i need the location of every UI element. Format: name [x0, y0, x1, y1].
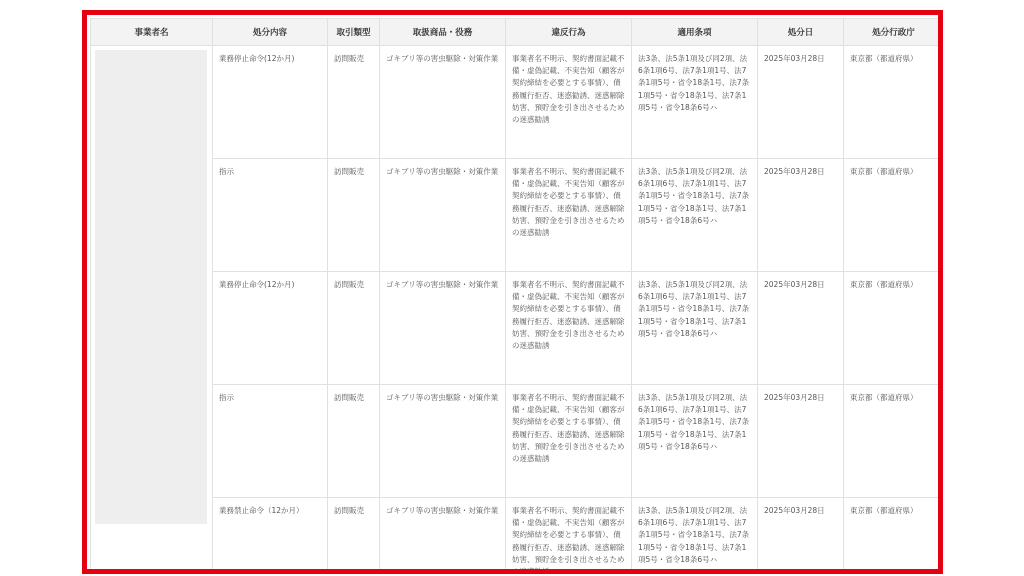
authority-cell: 東京都（都道府県）	[844, 159, 944, 272]
table-row	[91, 46, 944, 159]
header-disposition: 処分内容	[213, 19, 328, 46]
articles-cell: 法3条、法5条1項及び同2項、法6条1項6号、法7条1項1号、法7条1項5号・省令18条1号、法7条1項5号・省令18条1号、法7条1項5号・省令18条6号ハ	[632, 498, 758, 575]
authority-cell: 東京都（都道府県）	[844, 498, 944, 575]
date-cell: 2025年03月28日	[758, 498, 844, 575]
header-violation: 違反行為	[506, 19, 632, 46]
violation-cell: 事業者名不明示、契約書面記載不備・虚偽記載、不実告知（顧客が契約締結を必要とする事情）、債務履行拒否、迷惑勧誘、迷惑解除妨害、預貯金を引き出させるための迷惑勧誘	[506, 46, 632, 159]
header-authority: 処分行政庁	[844, 19, 944, 46]
disposition-cell: 業務停止命令(12か月)	[213, 272, 328, 385]
disposition-cell: 業務禁止命令（12か月）	[213, 498, 328, 575]
transaction-type-cell: 訪問販売	[328, 498, 380, 575]
date-cell: 2025年03月28日	[758, 159, 844, 272]
table-row	[91, 159, 944, 272]
product-cell: ゴキブリ等の害虫駆除・対策作業	[380, 385, 506, 498]
transaction-type-cell: 訪問販売	[328, 272, 380, 385]
disposition-table	[90, 18, 943, 574]
header-row	[91, 19, 944, 46]
violation-cell: 事業者名不明示、契約書面記載不備・虚偽記載、不実告知（顧客が契約締結を必要とする事情）、債務履行拒否、迷惑勧誘、迷惑解除妨害、預貯金を引き出させるための迷惑勧誘	[506, 385, 632, 498]
table-row	[91, 498, 944, 575]
header-product: 取扱商品・役務	[380, 19, 506, 46]
disposition-cell: 指示	[213, 159, 328, 272]
highlight-frame	[82, 10, 943, 574]
header-transaction-type: 取引類型	[328, 19, 380, 46]
violation-cell: 事業者名不明示、契約書面記載不備・虚偽記載、不実告知（顧客が契約締結を必要とする事情）、債務履行拒否、迷惑勧誘、迷惑解除妨害、預貯金を引き出させるための迷惑勧誘	[506, 498, 632, 575]
date-cell: 2025年03月28日	[758, 272, 844, 385]
table-row	[91, 272, 944, 385]
articles-cell: 法3条、法5条1項及び同2項、法6条1項6号、法7条1項1号、法7条1項5号・省令18条1号、法7条1項5号・省令18条1号、法7条1項5号・省令18条6号ハ	[632, 159, 758, 272]
header-date: 処分日	[758, 19, 844, 46]
transaction-type-cell: 訪問販売	[328, 46, 380, 159]
transaction-type-cell: 訪問販売	[328, 159, 380, 272]
header-articles: 適用条項	[632, 19, 758, 46]
transaction-type-cell: 訪問販売	[328, 385, 380, 498]
articles-cell: 法3条、法5条1項及び同2項、法6条1項6号、法7条1項1号、法7条1項5号・省令18条1号、法7条1項5号・省令18条1号、法7条1項5号・省令18条6号ハ	[632, 385, 758, 498]
disposition-cell: 指示	[213, 385, 328, 498]
product-cell: ゴキブリ等の害虫駆除・対策作業	[380, 272, 506, 385]
product-cell: ゴキブリ等の害虫駆除・対策作業	[380, 46, 506, 159]
violation-cell: 事業者名不明示、契約書面記載不備・虚偽記載、不実告知（顧客が契約締結を必要とする事情）、債務履行拒否、迷惑勧誘、迷惑解除妨害、預貯金を引き出させるための迷惑勧誘	[506, 272, 632, 385]
date-cell: 2025年03月28日	[758, 385, 844, 498]
authority-cell: 東京都（都道府県）	[844, 46, 944, 159]
disposition-cell: 業務停止命令(12か月)	[213, 46, 328, 159]
table-row	[91, 385, 944, 498]
violation-cell: 事業者名不明示、契約書面記載不備・虚偽記載、不実告知（顧客が契約締結を必要とする事情）、債務履行拒否、迷惑勧誘、迷惑解除妨害、預貯金を引き出させるための迷惑勧誘	[506, 159, 632, 272]
date-cell: 2025年03月28日	[758, 46, 844, 159]
articles-cell: 法3条、法5条1項及び同2項、法6条1項6号、法7条1項1号、法7条1項5号・省令18条1号、法7条1項5号・省令18条1号、法7条1項5号・省令18条6号ハ	[632, 272, 758, 385]
redacted-company-name	[95, 50, 207, 524]
header-company: 事業者名	[91, 19, 213, 46]
product-cell: ゴキブリ等の害虫駆除・対策作業	[380, 498, 506, 575]
company-name-cell	[91, 46, 213, 575]
product-cell: ゴキブリ等の害虫駆除・対策作業	[380, 159, 506, 272]
authority-cell: 東京都（都道府県）	[844, 385, 944, 498]
authority-cell: 東京都（都道府県）	[844, 272, 944, 385]
articles-cell: 法3条、法5条1項及び同2項、法6条1項6号、法7条1項1号、法7条1項5号・省令18条1号、法7条1項5号・省令18条1号、法7条1項5号・省令18条6号ハ	[632, 46, 758, 159]
